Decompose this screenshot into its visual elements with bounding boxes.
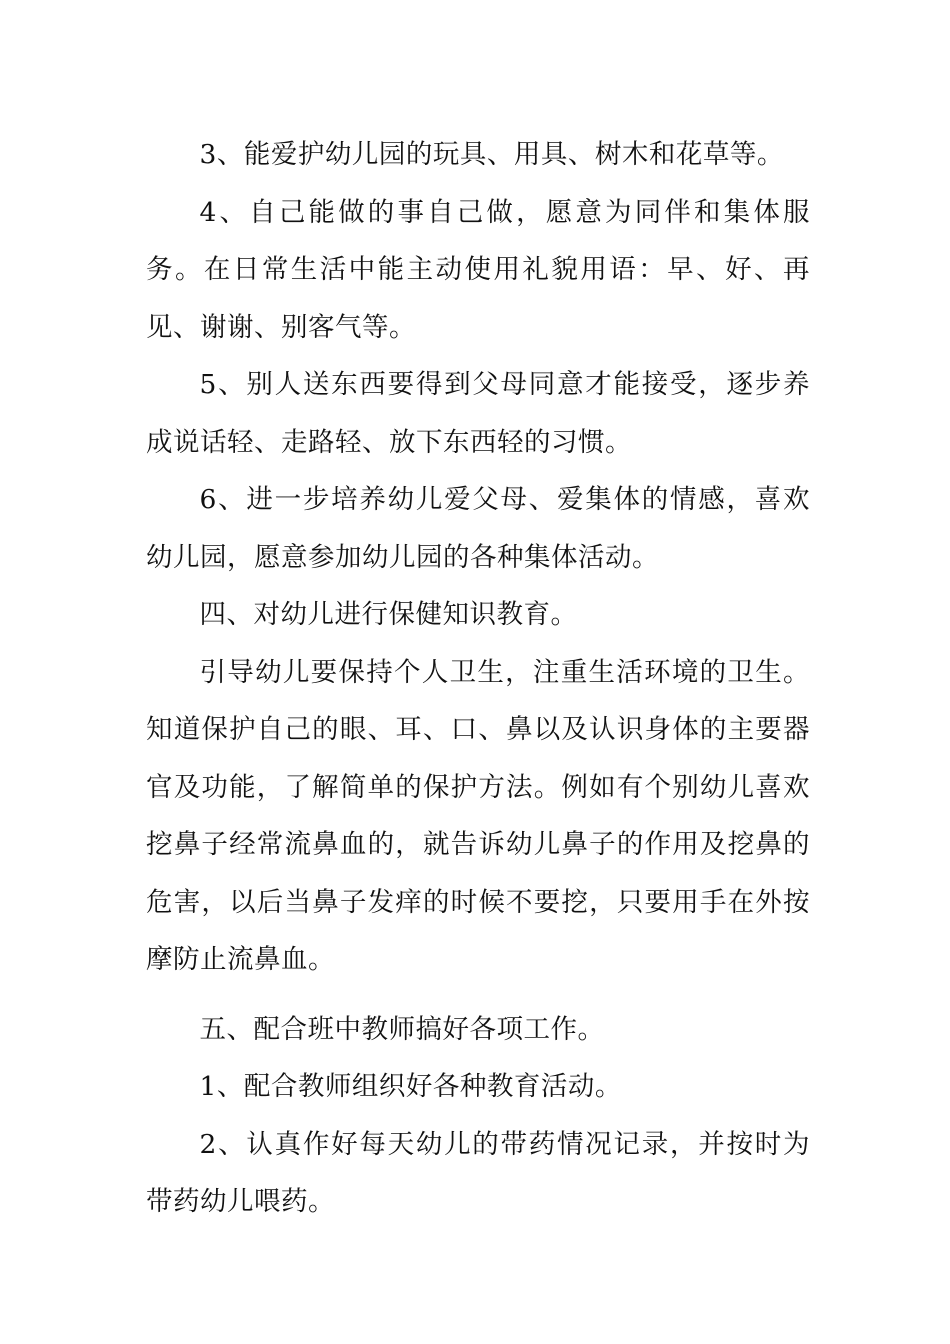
section-heading-cooperate-teachers: 五、配合班中教师搞好各项工作。: [199, 1013, 605, 1045]
paragraph-item-4: 4、自己能做的事自己做，愿意为同伴和集体服务。在日常生活中能主动使用礼貌用语：早、好、再见、谢谢、别客气等。: [146, 196, 810, 343]
paragraph-item-2: 2、认真作好每天幼儿的带药情况记录，并按时为带药幼儿喂药。: [146, 1128, 810, 1217]
document-body: [146, 126, 810, 1231]
paragraph-health-guidance: 引导幼儿要保持个人卫生，注重生活环境的卫生。知道保护自己的眼、耳、口、鼻以及认识身体的主要器官及功能，了解简单的保护方法。例如有个别幼儿喜欢挖鼻子经常流鼻血的，就告诉幼儿鼻子的作用及挖鼻的危害，以后当鼻子发痒的时候不要挖，只要用手在外按摩防止流鼻血。: [146, 656, 810, 975]
paragraph-item-1: 1、配合教师组织好各种教育活动。: [199, 1071, 622, 1102]
paragraph-item-6: 6、进一步培养幼儿爱父母、爱集体的情感，喜欢幼儿园，愿意参加幼儿园的各种集体活动。: [146, 484, 810, 573]
section-heading-health-education: 四、对幼儿进行保健知识教育。: [199, 599, 578, 630]
paragraph-item-3: 3、能爱护幼儿园的玩具、用具、树木和花草等。: [199, 139, 784, 170]
paragraph-item-5: 5、别人送东西要得到父母同意才能接受，逐步养成说话轻、走路轻、放下东西轻的习惯。: [146, 369, 810, 458]
